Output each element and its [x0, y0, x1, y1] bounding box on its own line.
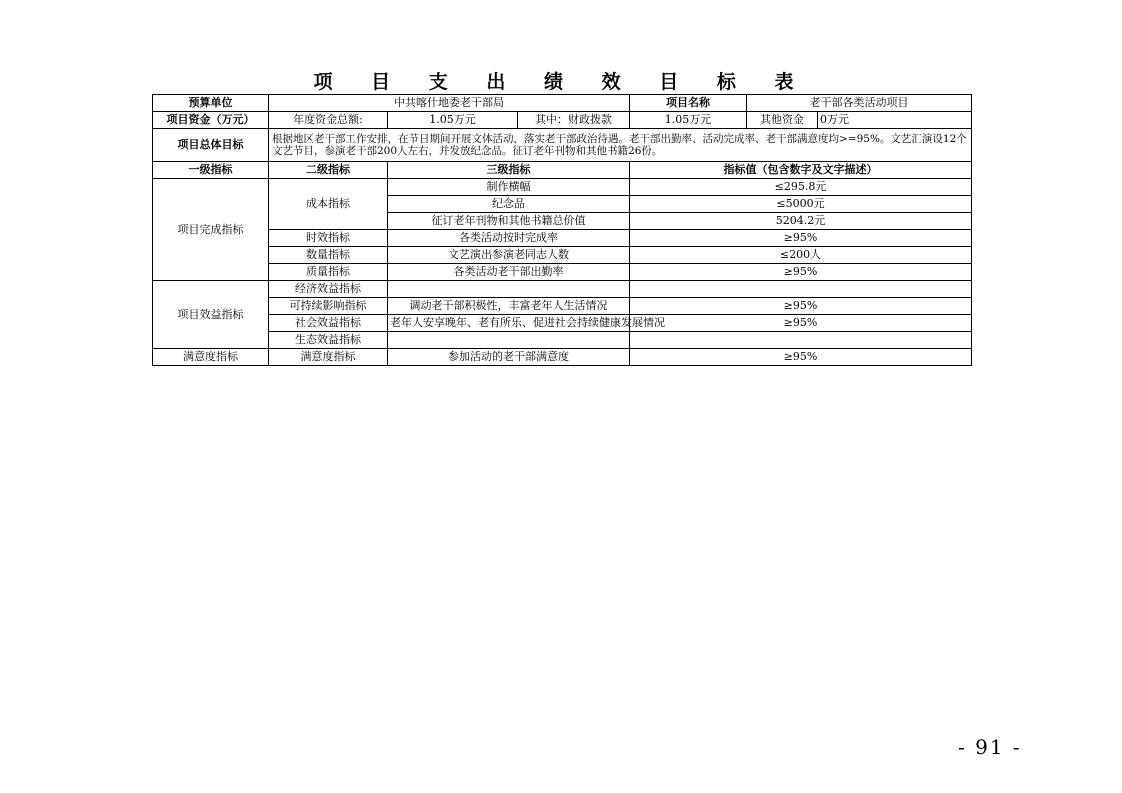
- budget-unit-value: 中共喀什地委老干部局: [269, 95, 630, 112]
- level2-quality: 质量指标: [269, 264, 388, 281]
- indicator-cell: 参加活动的老干部满意度: [388, 349, 630, 366]
- level2-satisfaction: 满意度指标: [269, 349, 388, 366]
- value-cell: ≥95%: [630, 230, 972, 247]
- level2-cost: 成本指标: [269, 179, 388, 230]
- budget-unit-label: 预算单位: [153, 95, 269, 112]
- value-cell: ≥95%: [630, 298, 972, 315]
- value-cell: ≥95%: [630, 315, 972, 332]
- level2-ecological: 生态效益指标: [269, 332, 388, 349]
- indicator-cell: 纪念品: [388, 196, 630, 213]
- goal-row: [153, 129, 972, 162]
- indicator-cell: 文艺演出参演老同志人数: [388, 247, 630, 264]
- level2-timeliness: 时效指标: [269, 230, 388, 247]
- table-row: [153, 281, 972, 298]
- indicator-cell: 调动老干部积极性，丰富老年人生活情况: [388, 298, 630, 315]
- funds-fiscal-label: 其中：财政拨款: [518, 112, 630, 129]
- group-completion: 项目完成指标: [153, 179, 269, 281]
- goal-label: 项目总体目标: [153, 129, 269, 162]
- indicator-cell: 制作横幅: [388, 179, 630, 196]
- level2-social: 社会效益指标: [269, 315, 388, 332]
- value-cell: ≤5000元: [630, 196, 972, 213]
- indicator-cell: 各类活动按时完成率: [388, 230, 630, 247]
- table-row: [153, 349, 972, 366]
- project-name-label: 项目名称: [630, 95, 747, 112]
- level2-quantity: 数量指标: [269, 247, 388, 264]
- table-row: [153, 298, 972, 315]
- column-header-level2: 二级指标: [269, 162, 388, 179]
- value-cell: ≤200人: [630, 247, 972, 264]
- table-row: [153, 179, 972, 196]
- goal-text: 根据地区老干部工作安排，在节日期间开展文体活动，落实老干部政治待遇。老干部出勤率、活动完成率、老干部满意度均>=95%。文艺汇演设12个文艺节目，参演老干部200人左右，并发放纪念品。征订老年刊物和其他书籍26份。: [269, 129, 972, 162]
- funds-other-label: 其他资金: [747, 112, 818, 129]
- project-name-value: 老干部各类活动项目: [747, 95, 972, 112]
- value-cell: [630, 332, 972, 349]
- funds-row: [153, 112, 972, 129]
- indicator-cell: [388, 332, 630, 349]
- funds-label: 项目资金（万元）: [153, 112, 269, 129]
- column-header-level1: 一级指标: [153, 162, 269, 179]
- level2-economic: 经济效益指标: [269, 281, 388, 298]
- indicator-cell: 老年人安享晚年、老有所乐、促进社会持续健康发展情况: [388, 315, 630, 332]
- indicator-cell: [388, 281, 630, 298]
- funds-fiscal-value: 1.05万元: [630, 112, 747, 129]
- group-benefit: 项目效益指标: [153, 281, 269, 349]
- column-header-level3: 三级指标: [388, 162, 630, 179]
- table-row: [153, 315, 972, 332]
- budget-unit-row: [153, 95, 972, 112]
- level2-sustainable: 可持续影响指标: [269, 298, 388, 315]
- value-cell: 5204.2元: [630, 213, 972, 230]
- group-satisfaction: 满意度指标: [153, 349, 269, 366]
- value-cell: ≥95%: [630, 349, 972, 366]
- funds-total-value: 1.05万元: [388, 112, 518, 129]
- value-cell: ≥95%: [630, 264, 972, 281]
- table-row: [153, 332, 972, 349]
- column-header-value: 指标值（包含数字及文字描述）: [630, 162, 972, 179]
- page-number: - 91 -: [958, 735, 1022, 759]
- value-cell: ≤295.8元: [630, 179, 972, 196]
- table-row: [153, 230, 972, 247]
- indicator-cell: 各类活动老干部出勤率: [388, 264, 630, 281]
- value-cell: [630, 281, 972, 298]
- performance-target-table: [152, 94, 972, 366]
- funds-total-label: 年度资金总额:: [269, 112, 388, 129]
- column-header-row: [153, 162, 972, 179]
- table-row: [153, 264, 972, 281]
- funds-other-value: 0万元: [818, 112, 972, 129]
- page-title: 项 目 支 出 绩 效 目 标 表: [313, 71, 810, 93]
- indicator-cell: 征订老年刊物和其他书籍总价值: [388, 213, 630, 230]
- table-row: [153, 247, 972, 264]
